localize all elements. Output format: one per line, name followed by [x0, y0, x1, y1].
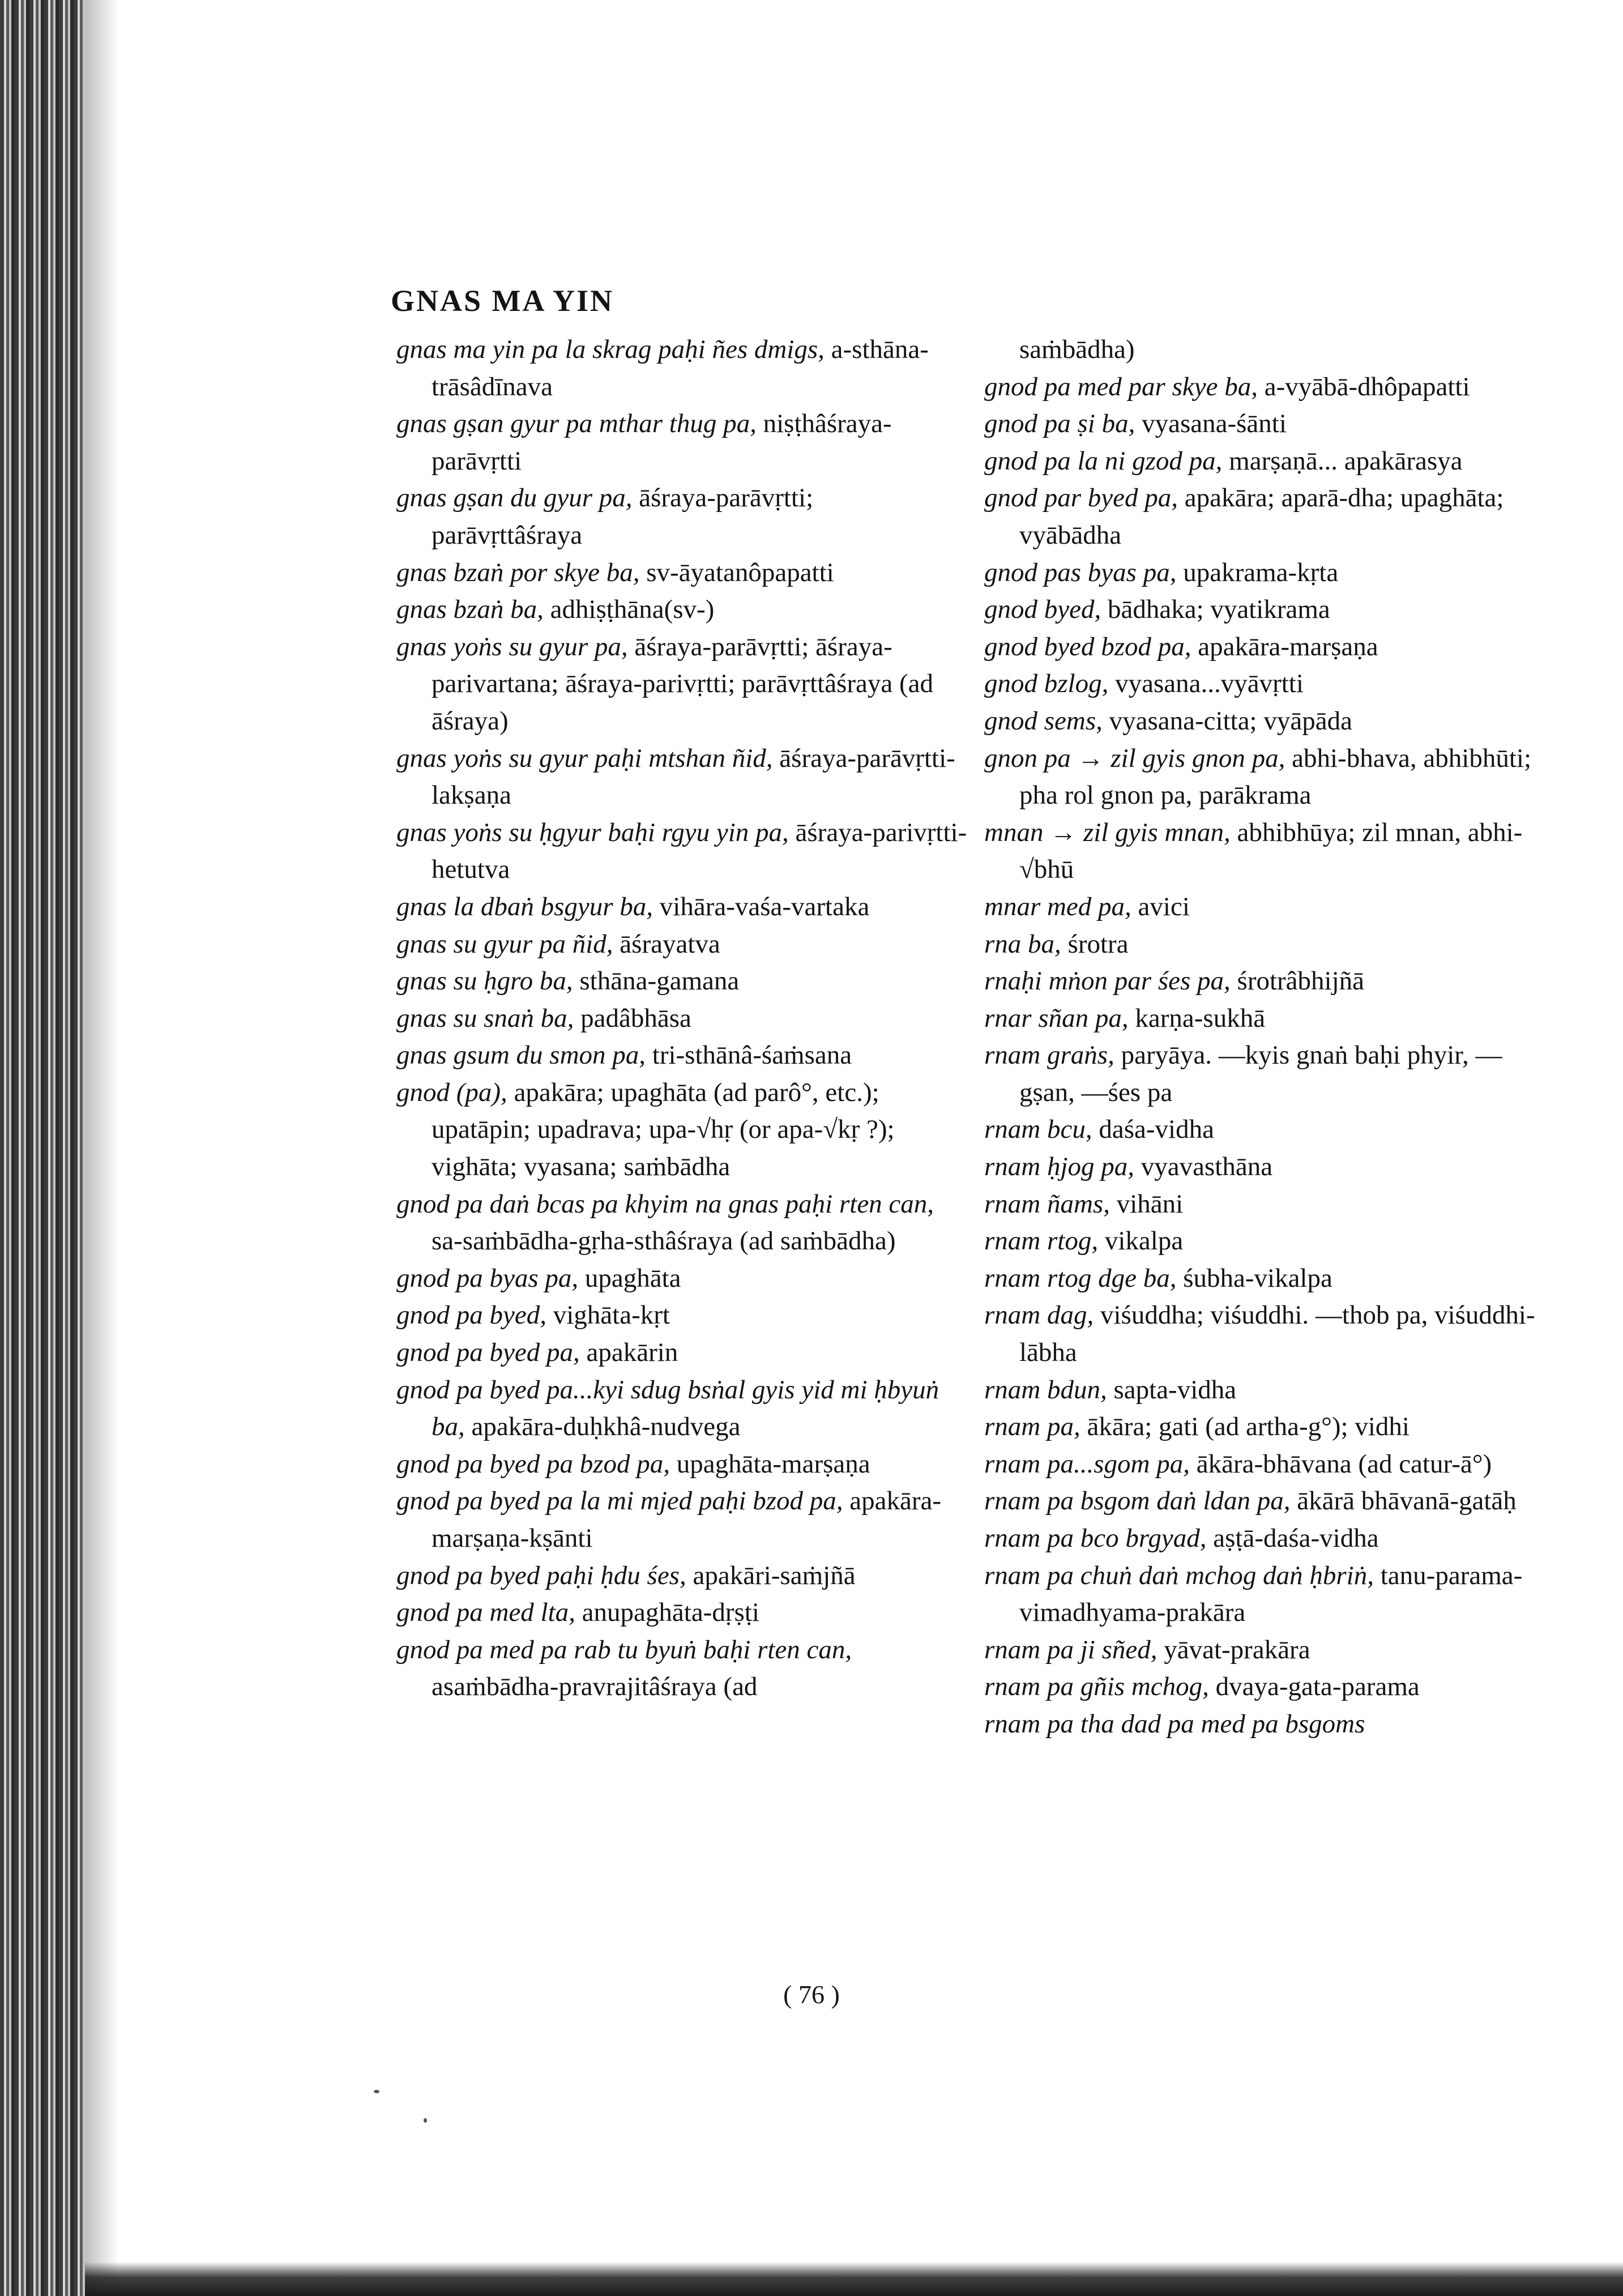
- tibetan-headword: rnam bcu,: [984, 1115, 1092, 1145]
- tibetan-headword: rnam pa...sgom pa,: [984, 1449, 1190, 1479]
- sanskrit-equivalent: āśraya-parivṛtti-hetutva: [432, 817, 967, 885]
- tibetan-headword: mnan → zil gyis mnan,: [984, 817, 1231, 847]
- tibetan-headword: rnam rtog dge ba,: [984, 1263, 1177, 1293]
- sanskrit-equivalent: vikalpa: [1104, 1226, 1184, 1256]
- dictionary-entry: [396, 1000, 968, 1038]
- tibetan-headword: rnam rtog,: [984, 1226, 1099, 1256]
- scan-speck: [374, 2090, 379, 2093]
- sanskrit-equivalent: daśa-vidha: [1099, 1115, 1214, 1145]
- page-number: ( 76 ): [783, 1980, 840, 2009]
- dictionary-entry: [984, 591, 1539, 629]
- dictionary-entry: [984, 369, 1539, 406]
- dictionary-entry: [396, 554, 968, 592]
- tibetan-headword: gnod pa la ni gzod pa,: [984, 446, 1223, 476]
- sanskrit-equivalent: śrotra: [1067, 929, 1129, 959]
- sanskrit-equivalent: ākāra; gati (ad artha-g°); vidhi: [1087, 1412, 1410, 1442]
- sanskrit-equivalent: abhibhūya; zil mnan, abhi-√bhū: [1019, 817, 1523, 885]
- tibetan-headword: rnam ñams,: [984, 1189, 1110, 1219]
- tibetan-headword: gnod pa byed,: [396, 1300, 546, 1330]
- tibetan-headword: gnas bzaṅ por skye ba,: [396, 557, 640, 587]
- dictionary-entry: [396, 926, 968, 963]
- dictionary-entry: [396, 963, 968, 1000]
- sanskrit-equivalent: upakrama-kṛta: [1183, 557, 1339, 587]
- dictionary-entry: [984, 1632, 1539, 1669]
- dictionary-entry: [984, 740, 1539, 814]
- dictionary-entry: [396, 1334, 968, 1372]
- sanskrit-equivalent: apakāra; aparā-dha; upaghāta; vyābādha: [1019, 483, 1504, 550]
- sanskrit-equivalent: apakāra-marṣaṇa: [1198, 631, 1378, 662]
- dictionary-entry: [984, 1372, 1539, 1409]
- sanskrit-equivalent: āśraya-parāvṛtti-lakṣaṇa: [432, 743, 955, 810]
- sanskrit-equivalent: sthāna-gamana: [579, 966, 740, 996]
- tibetan-headword: rnam pa,: [984, 1412, 1080, 1442]
- dictionary-entry: [984, 629, 1539, 666]
- sanskrit-equivalent: tri-sthānâ-śaṁsana: [652, 1040, 852, 1070]
- dictionary-entry: [984, 1111, 1539, 1149]
- sanskrit-equivalent: padâbhāsa: [580, 1003, 691, 1033]
- dictionary-entry: [396, 629, 968, 740]
- tibetan-headword: rnam ḥjog pa,: [984, 1152, 1135, 1182]
- dictionary-entry: [984, 665, 1539, 703]
- sanskrit-equivalent: sa-saṁbādha-gṛha-sthâśraya (ad saṁbādha): [432, 1226, 896, 1256]
- tibetan-headword: gnod (pa),: [396, 1077, 507, 1107]
- dictionary-entry: [396, 1260, 968, 1298]
- tibetan-headword: gnas gṣan du gyur pa,: [396, 483, 633, 513]
- dictionary-entry: [984, 963, 1539, 1000]
- sanskrit-equivalent: tanu-parama-vimadhyama-prakāra: [1019, 1560, 1523, 1628]
- sanskrit-equivalent: karṇa-sukhā: [1135, 1003, 1266, 1033]
- tibetan-headword: gnod pa byed paḥi ḥdu śes,: [396, 1560, 686, 1590]
- sanskrit-equivalent: āśrayatva: [620, 929, 720, 959]
- dictionary-entry: [984, 1520, 1539, 1557]
- tibetan-headword: gnas su ḥgro ba,: [396, 966, 573, 996]
- right-column: [984, 331, 1539, 1743]
- dictionary-entry: [396, 1037, 968, 1074]
- book-binding-edge: [0, 0, 85, 2296]
- tibetan-headword: gnod pa daṅ bcas pa khyim na gnas paḥi rten can,: [396, 1189, 934, 1219]
- dictionary-entry: [984, 1706, 1539, 1743]
- tibetan-headword: gnod pa byed pa...kyi sdug bsṅal gyis yid mi ḥbyuṅ ba,: [396, 1375, 939, 1442]
- sanskrit-equivalent: avici: [1138, 891, 1190, 921]
- sanskrit-equivalent: asaṁbādha-pravrajitâśraya (ad: [432, 1672, 758, 1702]
- tibetan-headword: rnam graṅs,: [984, 1040, 1114, 1070]
- dictionary-entry: [984, 554, 1539, 592]
- sanskrit-equivalent: upaghāta: [584, 1263, 681, 1293]
- dictionary-entry: [396, 1297, 968, 1334]
- tibetan-headword: gnas gṣan gyur pa mthar thug pa,: [396, 409, 757, 439]
- sanskrit-equivalent: āśraya-parāvṛtti; āśraya-parivartana; āśraya-parivṛtti; parāvṛttâśraya (ad āśraya): [432, 631, 933, 736]
- dictionary-entry: [396, 740, 968, 814]
- tibetan-headword: mnar med pa,: [984, 891, 1131, 921]
- tibetan-headword: gnas yoṅs su gyur paḥi mtshan ñid,: [396, 743, 773, 773]
- tibetan-headword: gnas la dbaṅ bsgyur ba,: [396, 891, 654, 921]
- sanskrit-equivalent: marṣaṇā... apakārasya: [1229, 446, 1463, 476]
- sanskrit-equivalent: viśuddha; viśuddhi. —thob pa, viśuddhi-lābha: [1019, 1300, 1535, 1368]
- tibetan-headword: rnam dag,: [984, 1300, 1094, 1330]
- sanskrit-equivalent: bādhaka; vyatikrama: [1107, 595, 1330, 625]
- dictionary-entry: [396, 591, 968, 629]
- dictionary-entry: [396, 1594, 968, 1632]
- sanskrit-equivalent: saṁbādha): [1019, 335, 1135, 364]
- dictionary-entry: [396, 480, 968, 554]
- dictionary-entry: [984, 1037, 1539, 1111]
- dictionary-entry: [396, 889, 968, 926]
- tibetan-headword: rnam pa bco brgyad,: [984, 1523, 1207, 1553]
- dictionary-entry: [984, 1000, 1539, 1038]
- tibetan-headword: gnod pa med par skye ba,: [984, 372, 1258, 402]
- running-head: GNAS MA YIN: [391, 284, 614, 318]
- tibetan-headword: gnas su gyur pa ñid,: [396, 929, 613, 959]
- dictionary-entry: [984, 480, 1539, 554]
- dictionary-entry: [984, 703, 1539, 740]
- sanskrit-equivalent: anupaghāta-dṛṣṭi: [582, 1598, 759, 1628]
- tibetan-headword: gnon pa → zil gyis gnon pa,: [984, 743, 1285, 773]
- tibetan-headword: gnod bzlog,: [984, 669, 1109, 699]
- sanskrit-equivalent: aṣṭā-daśa-vidha: [1213, 1523, 1379, 1553]
- dictionary-entry: [396, 1632, 968, 1706]
- sanskrit-equivalent: sv-āyatanôpapatti: [646, 557, 834, 587]
- tibetan-headword: gnas ma yin pa la skrag paḥi ñes dmigs,: [396, 335, 825, 364]
- tibetan-headword: gnod byed,: [984, 595, 1101, 625]
- tibetan-headword: gnod pa med lta,: [396, 1598, 575, 1628]
- tibetan-headword: gnod pa ṣi ba,: [984, 409, 1135, 439]
- dictionary-entry: [984, 1446, 1539, 1483]
- tibetan-headword: gnas yoṅs su gyur pa,: [396, 631, 628, 662]
- dictionary-entry: [984, 889, 1539, 926]
- tibetan-headword: gnas gsum du smon pa,: [396, 1040, 646, 1070]
- dictionary-entry: [396, 1186, 968, 1260]
- tibetan-headword: gnod pas byas pa,: [984, 557, 1177, 587]
- sanskrit-equivalent: apakāra; upaghāta (ad parô°, etc.); upatāpin; upadrava; upa-√hṛ (or apa-√kṛ ?); vighāta; vyasana; saṁbādha: [432, 1077, 895, 1182]
- tibetan-headword: gnod pa med pa rab tu byuṅ baḥi rten can,: [396, 1634, 852, 1665]
- tibetan-headword: gnod par byed pa,: [984, 483, 1178, 513]
- tibetan-headword: gnas bzaṅ ba,: [396, 595, 544, 625]
- sanskrit-equivalent: ākārā bhāvanā-gatāḥ: [1297, 1486, 1517, 1516]
- dictionary-entry: [396, 1557, 968, 1595]
- dictionary-entry: [396, 1483, 968, 1557]
- sanskrit-equivalent: adhiṣṭhāna(sv-): [550, 595, 715, 625]
- dictionary-entry: [396, 814, 968, 889]
- dictionary-entry: [396, 331, 968, 406]
- sanskrit-equivalent: vyasana-śānti: [1142, 409, 1287, 439]
- tibetan-headword: rnam pa tha dad pa med pa bsgoms: [984, 1709, 1365, 1739]
- sanskrit-equivalent: apakāra-duḥkhâ-nudvega: [471, 1412, 741, 1442]
- dictionary-entry: [984, 1223, 1539, 1260]
- sanskrit-equivalent: vyasana...vyāvṛtti: [1115, 669, 1304, 699]
- dictionary-entry: [984, 1409, 1539, 1446]
- sanskrit-equivalent: apakāri-saṁjñā: [693, 1560, 856, 1590]
- tibetan-headword: rnam pa chuṅ daṅ mchog daṅ ḥbriṅ,: [984, 1560, 1374, 1590]
- tibetan-headword: rnar sñan pa,: [984, 1003, 1129, 1033]
- gutter-shadow: [85, 0, 119, 2296]
- sanskrit-equivalent: a-sthāna-trāsâdīnava: [432, 335, 929, 402]
- dictionary-entry: [984, 1260, 1539, 1298]
- dictionary-entry: [396, 1446, 968, 1483]
- sanskrit-equivalent: āśraya-parāvṛtti; parāvṛttâśraya: [432, 483, 814, 550]
- dictionary-entry: [984, 1186, 1539, 1223]
- sanskrit-equivalent: vihāni: [1116, 1189, 1184, 1219]
- sanskrit-equivalent: apakārin: [586, 1338, 678, 1368]
- left-column: [396, 331, 968, 1706]
- sanskrit-equivalent: abhi-bhava, abhibhūti; pha rol gnon pa, parākrama: [1019, 743, 1532, 810]
- sanskrit-equivalent: yāvat-prakāra: [1164, 1634, 1310, 1665]
- sanskrit-equivalent: niṣṭhâśraya-parāvṛtti: [432, 409, 892, 476]
- dictionary-entry: [984, 1557, 1539, 1632]
- sanskrit-equivalent: paryāya. —kyis gnaṅ baḥi phyir, —gṣan, —śes pa: [1019, 1040, 1502, 1107]
- sanskrit-equivalent: sapta-vidha: [1113, 1375, 1237, 1405]
- tibetan-headword: rnam bdun,: [984, 1375, 1107, 1405]
- dictionary-entry: [984, 406, 1539, 443]
- dictionary-entry: [984, 814, 1539, 889]
- tibetan-headword: rnam pa ji sñed,: [984, 1634, 1158, 1665]
- sanskrit-equivalent: vyasana-citta; vyāpāda: [1109, 706, 1352, 736]
- dictionary-entry: [984, 1149, 1539, 1186]
- sanskrit-equivalent: a-vyābā-dhôpapatti: [1264, 372, 1470, 402]
- sanskrit-equivalent: śrotrâbhijñā: [1237, 966, 1365, 996]
- scan-speck: [424, 2118, 427, 2123]
- sanskrit-equivalent: upaghāta-marṣaṇa: [676, 1449, 870, 1479]
- sanskrit-equivalent: ākāra-bhāvana (ad catur-ā°): [1196, 1449, 1492, 1479]
- dictionary-entry: [984, 926, 1539, 963]
- tibetan-headword: rnaḥi mṅon par śes pa,: [984, 966, 1231, 996]
- tibetan-headword: gnod pa byed pa la mi mjed paḥi bzod pa,: [396, 1486, 843, 1516]
- tibetan-headword: gnod byed bzod pa,: [984, 631, 1191, 662]
- tibetan-headword: gnod pa byed pa bzod pa,: [396, 1449, 670, 1479]
- page-bottom-edge: [85, 2262, 1623, 2296]
- tibetan-headword: gnod sems,: [984, 706, 1103, 736]
- dictionary-entry: [984, 443, 1539, 480]
- sanskrit-equivalent: śubha-vikalpa: [1183, 1263, 1332, 1293]
- dictionary-entry: [984, 1483, 1539, 1520]
- tibetan-headword: rnam pa gñis mchog,: [984, 1672, 1209, 1702]
- sanskrit-equivalent: dvaya-gata-parama: [1215, 1672, 1420, 1702]
- dictionary-entry: [984, 1297, 1539, 1371]
- tibetan-headword: rna ba,: [984, 929, 1061, 959]
- dictionary-entry: [984, 331, 1539, 369]
- tibetan-headword: rnam pa bsgom daṅ ldan pa,: [984, 1486, 1291, 1516]
- sanskrit-equivalent: vyavasthāna: [1141, 1152, 1273, 1182]
- sanskrit-equivalent: apakāra-marṣaṇa-kṣānti: [432, 1486, 941, 1553]
- dictionary-entry: [984, 1668, 1539, 1706]
- tibetan-headword: gnod pa byed pa,: [396, 1338, 580, 1368]
- dictionary-entry: [396, 406, 968, 480]
- tibetan-headword: gnas yoṅs su ḥgyur baḥi rgyu yin pa,: [396, 817, 789, 847]
- tibetan-headword: gnas su snaṅ ba,: [396, 1003, 574, 1033]
- tibetan-headword: gnod pa byas pa,: [396, 1263, 579, 1293]
- sanskrit-equivalent: vighāta-kṛt: [553, 1300, 670, 1330]
- dictionary-entry: [396, 1074, 968, 1186]
- dictionary-entry: [396, 1372, 968, 1446]
- sanskrit-equivalent: vihāra-vaśa-vartaka: [659, 891, 870, 921]
